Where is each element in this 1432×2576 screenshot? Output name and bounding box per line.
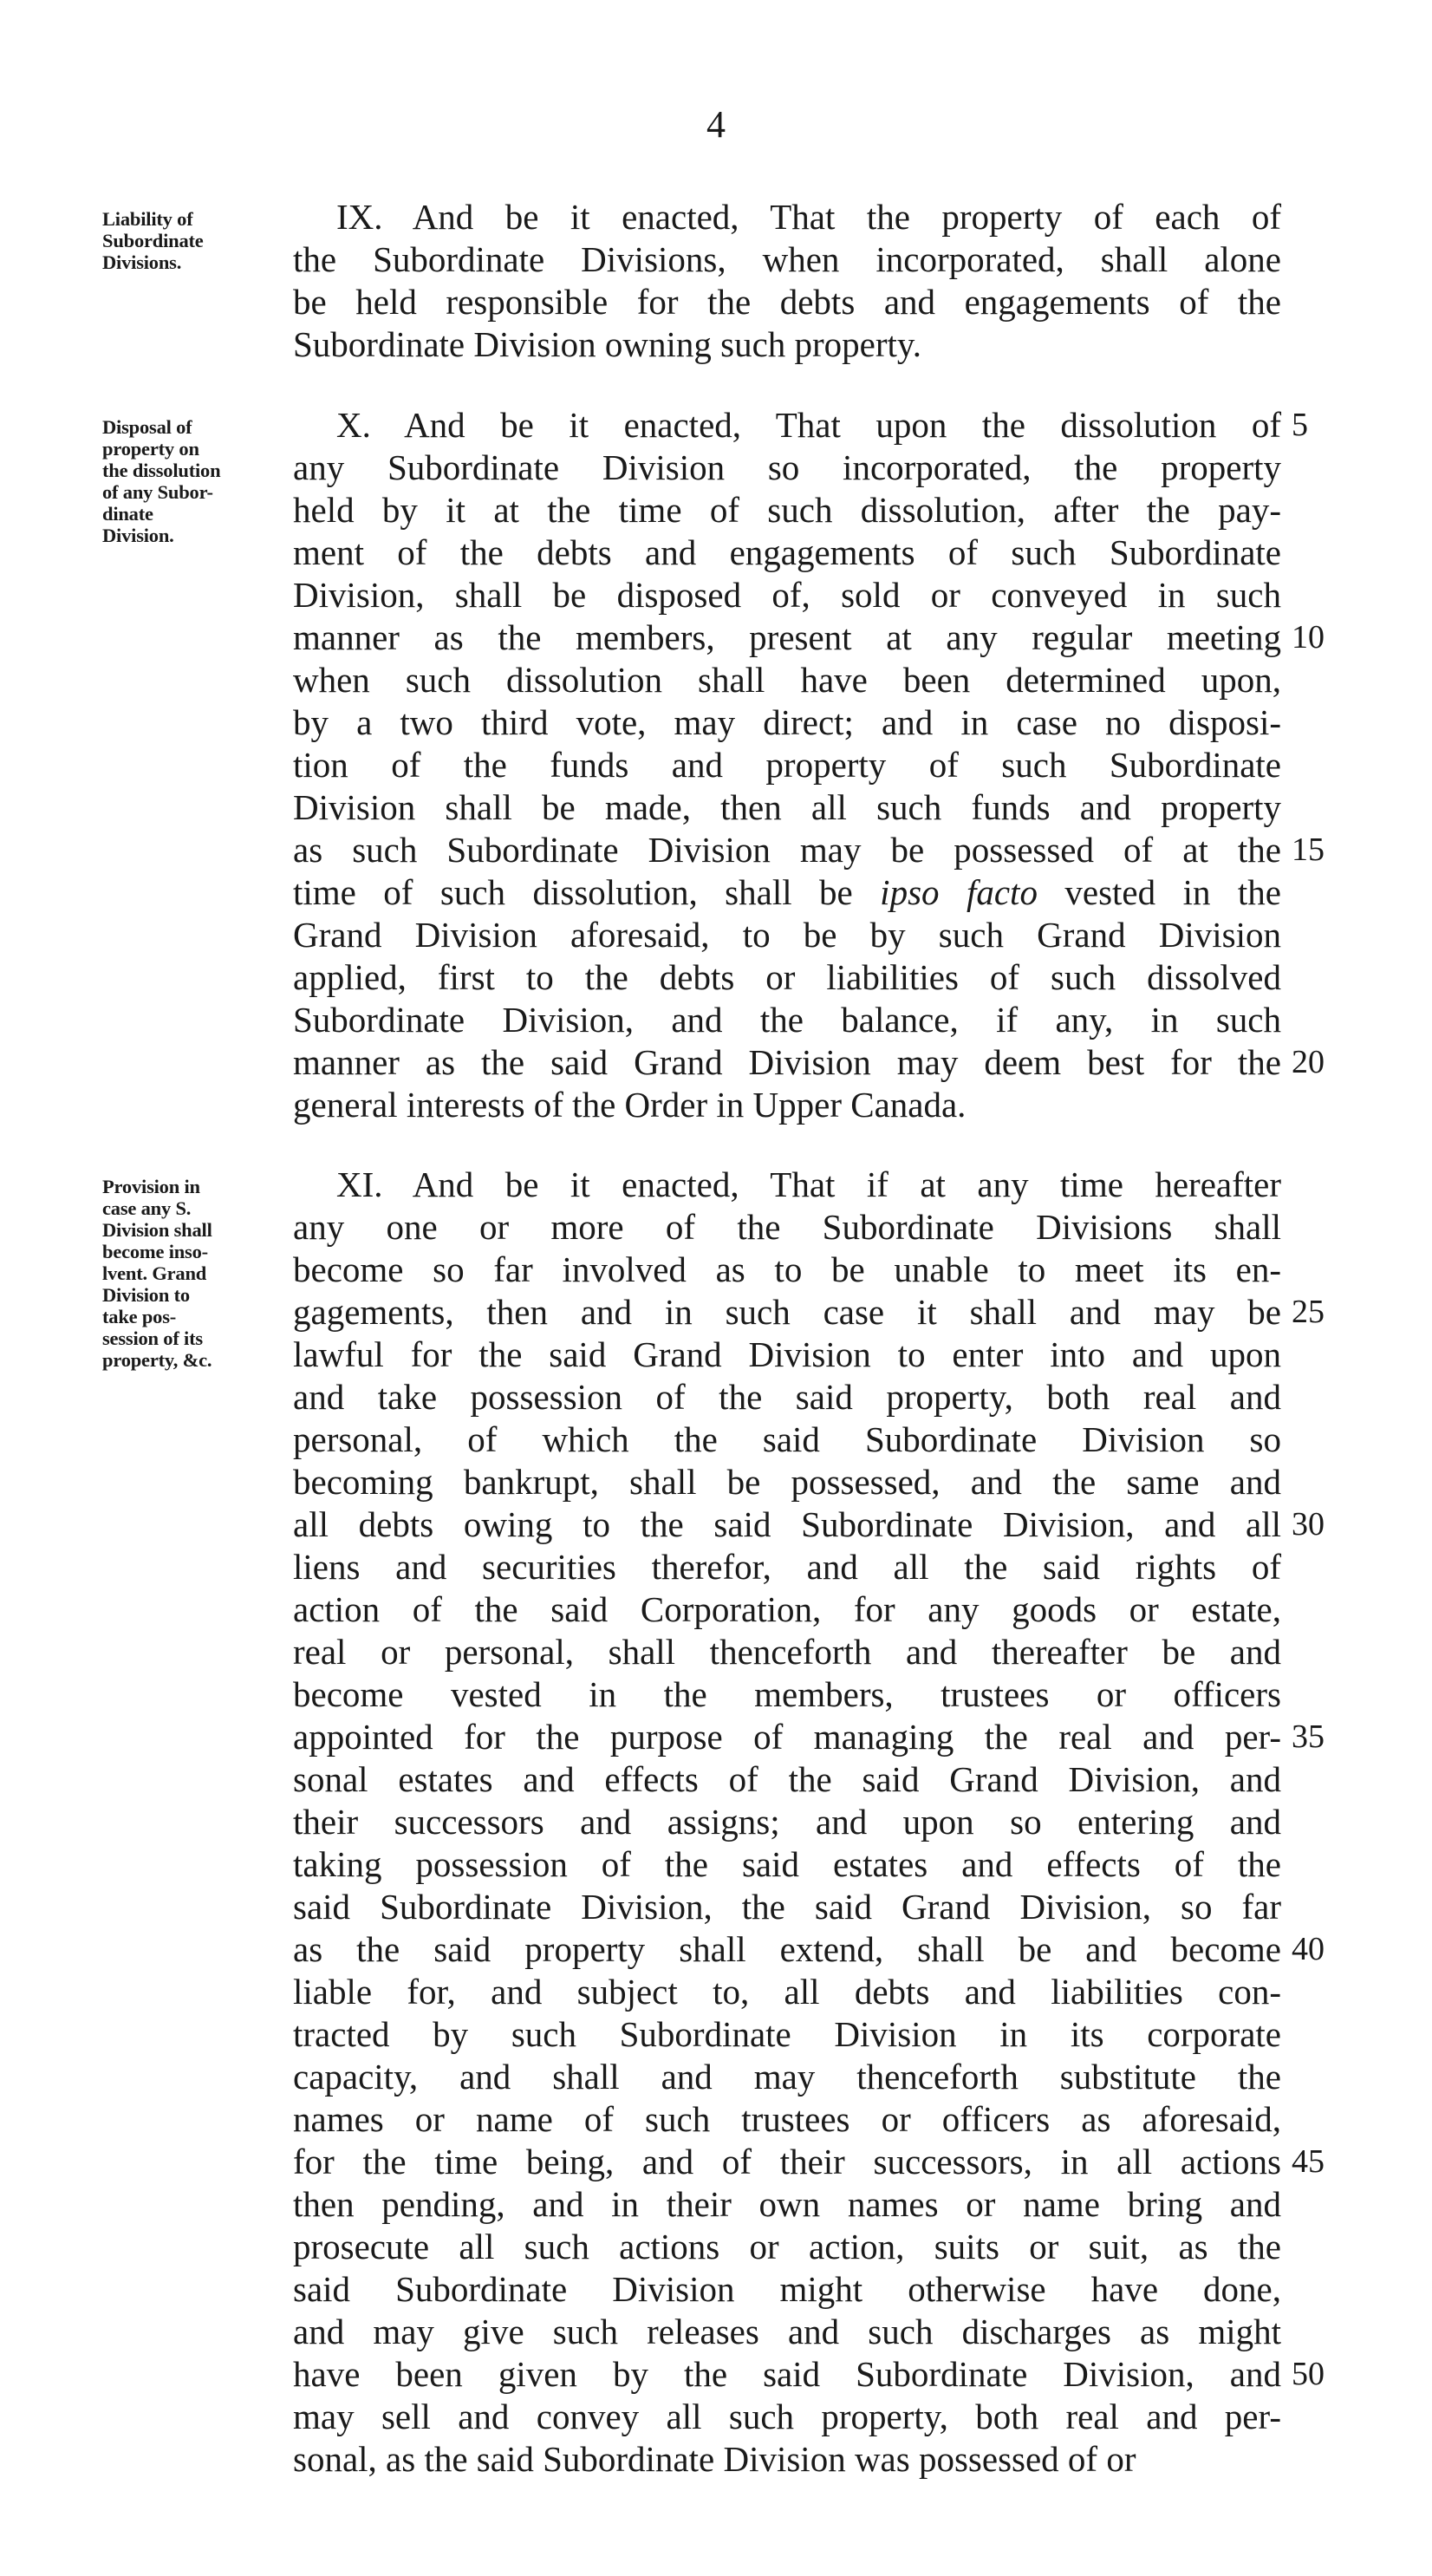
text-line: lawful for the said Grand Division to enter into and upon: [293, 1334, 1281, 1374]
text-line: any one or more of the Subordinate Divisions shall: [293, 1207, 1281, 1247]
text-line: appointed for the purpose of managing the real and per-: [293, 1717, 1281, 1757]
sidenote-line: dinate: [102, 503, 153, 525]
text-line: Grand Division aforesaid, to be by such Grand Division: [293, 915, 1281, 955]
text-line: names or name of such trustees or officers as aforesaid,: [293, 2099, 1281, 2139]
section-xi-text: [293, 1164, 1281, 2481]
sidenote-line: Provision in: [102, 1176, 200, 1197]
page-number: 4: [706, 103, 726, 146]
text-line: tion of the funds and property of such Subordinate: [293, 745, 1281, 785]
text-line: as the said property shall extend, shall be and become: [293, 1929, 1281, 1969]
sidenote-line: of any Subor-: [102, 481, 213, 503]
text-line: have been given by the said Subordinate Division, and: [293, 2354, 1281, 2394]
text-line: applied, first to the debts or liabilities of such dissolved: [293, 957, 1281, 997]
sidenote-line: take pos-: [102, 1306, 177, 1327]
text-line: X. And be it enacted, That upon the dissolution of: [336, 405, 1281, 445]
sidenote-xi: [102, 1176, 293, 1371]
text-line: said Subordinate Division might otherwise have done,: [293, 2269, 1281, 2309]
text-line: Subordinate Division, and the balance, if any, in such: [293, 1000, 1281, 1040]
sidenote-line: Division shall: [102, 1219, 212, 1241]
text-line: IX. And be it enacted, That the property of each of: [336, 197, 1281, 237]
section-x-text: [293, 404, 1281, 1126]
text-line: all debts owing to the said Subordinate Division, and all: [293, 1504, 1281, 1544]
sidenote-line: Liability of: [102, 208, 193, 230]
sidenote-line: become inso-: [102, 1241, 208, 1262]
sidenote-line: Division to: [102, 1284, 190, 1306]
sidenote-line: the dissolution: [102, 460, 221, 481]
text-line: for the time being, and of their successors, in all actions: [293, 2142, 1281, 2181]
sidenote-line: Subordinate: [102, 230, 204, 251]
text-line: any Subordinate Division so incorporated, the property: [293, 447, 1281, 487]
line-number: 50: [1292, 2356, 1325, 2392]
sidenote-line: Disposal of: [102, 416, 192, 438]
text-line: liens and securities therefor, and all the said rights of: [293, 1547, 1281, 1587]
text-line: manner as the said Grand Division may deem best for the: [293, 1042, 1281, 1082]
sidenote-line: lvent. Grand: [102, 1262, 207, 1284]
text-line: time of such dissolution, shall be ipso facto vested in the: [293, 872, 1281, 912]
text-line: their successors and assigns; and upon so entering and: [293, 1802, 1281, 1842]
text-line: may sell and convey all such property, both real and per-: [293, 2397, 1281, 2436]
text-line: as such Subordinate Division may be possessed of at the: [293, 830, 1281, 870]
sidenote-x: [102, 416, 293, 546]
sidenote-line: case any S.: [102, 1197, 192, 1219]
text-line: tracted by such Subordinate Division in its corporate: [293, 2014, 1281, 2054]
line-number: 30: [1292, 1506, 1325, 1542]
line-number: 10: [1292, 619, 1325, 655]
text-line: be held responsible for the debts and engagements of the: [293, 282, 1281, 322]
text-line: Division, shall be disposed of, sold or conveyed in such: [293, 575, 1281, 615]
text-line: gagements, then and in such case it shall and may be: [293, 1292, 1281, 1332]
text-line: becoming bankrupt, shall be possessed, and the same and: [293, 1462, 1281, 1502]
text-line: and take possession of the said property, both real and: [293, 1377, 1281, 1417]
italic-phrase: ipso facto: [880, 872, 1038, 912]
text-line: said Subordinate Division, the said Grand Division, so far: [293, 1887, 1281, 1927]
sidenote-line: Divisions.: [102, 251, 182, 273]
text-line: become so far involved as to be unable to meet its en-: [293, 1249, 1281, 1289]
text-line: taking possession of the said estates and effects of the: [293, 1844, 1281, 1884]
text-line: sonal estates and effects of the said Grand Division, and: [293, 1759, 1281, 1799]
text-line: prosecute all such actions or action, suits or suit, as the: [293, 2227, 1281, 2266]
text-line: become vested in the members, trustees or officers: [293, 1674, 1281, 1714]
sidenote-line: session of its: [102, 1327, 203, 1349]
section-ix-text: [293, 196, 1281, 366]
sidenote-line: Division.: [102, 525, 174, 546]
sidenote-line: property, &c.: [102, 1349, 212, 1371]
sidenote-line: property on: [102, 438, 199, 460]
text-line: the Subordinate Divisions, when incorporated, shall alone: [293, 239, 1281, 279]
text-line: then pending, and in their own names or name bring and: [293, 2184, 1281, 2224]
line-number: 45: [1292, 2143, 1325, 2180]
text-line: held by it at the time of such dissolution, after the pay-: [293, 490, 1281, 530]
text-line: Subordinate Division owning such property.: [293, 324, 922, 364]
line-number: 25: [1292, 1294, 1325, 1330]
text-line: when such dissolution shall have been determined upon,: [293, 660, 1281, 700]
text-line: sonal, as the said Subordinate Division was possessed of or: [293, 2439, 1136, 2479]
text-line: and may give such releases and such discharges as might: [293, 2312, 1281, 2351]
text-line: real or personal, shall thenceforth and thereafter be and: [293, 1632, 1281, 1672]
text-line: action of the said Corporation, for any goods or estate,: [293, 1589, 1281, 1629]
text-line: personal, of which the said Subordinate Division so: [293, 1419, 1281, 1459]
line-number: 40: [1292, 1931, 1325, 1967]
text-line: XI. And be it enacted, That if at any time hereafter: [336, 1164, 1281, 1204]
text-line: ment of the debts and engagements of such Subordinate: [293, 532, 1281, 572]
line-number: 5: [1292, 407, 1308, 443]
text-line: capacity, and shall and may thenceforth substitute the: [293, 2057, 1281, 2097]
line-number: 20: [1292, 1044, 1325, 1080]
text-line: liable for, and subject to, all debts and liabilities con-: [293, 1972, 1281, 2012]
line-number: 15: [1292, 831, 1325, 868]
text-line: by a two third vote, may direct; and in case no disposi-: [293, 702, 1281, 742]
line-number: 35: [1292, 1718, 1325, 1755]
text-line: Division shall be made, then all such funds and property: [293, 787, 1281, 827]
sidenote-ix: [102, 208, 293, 273]
text-line: manner as the members, present at any regular meeting: [293, 617, 1281, 657]
text-line: general interests of the Order in Upper Canada.: [293, 1085, 967, 1125]
